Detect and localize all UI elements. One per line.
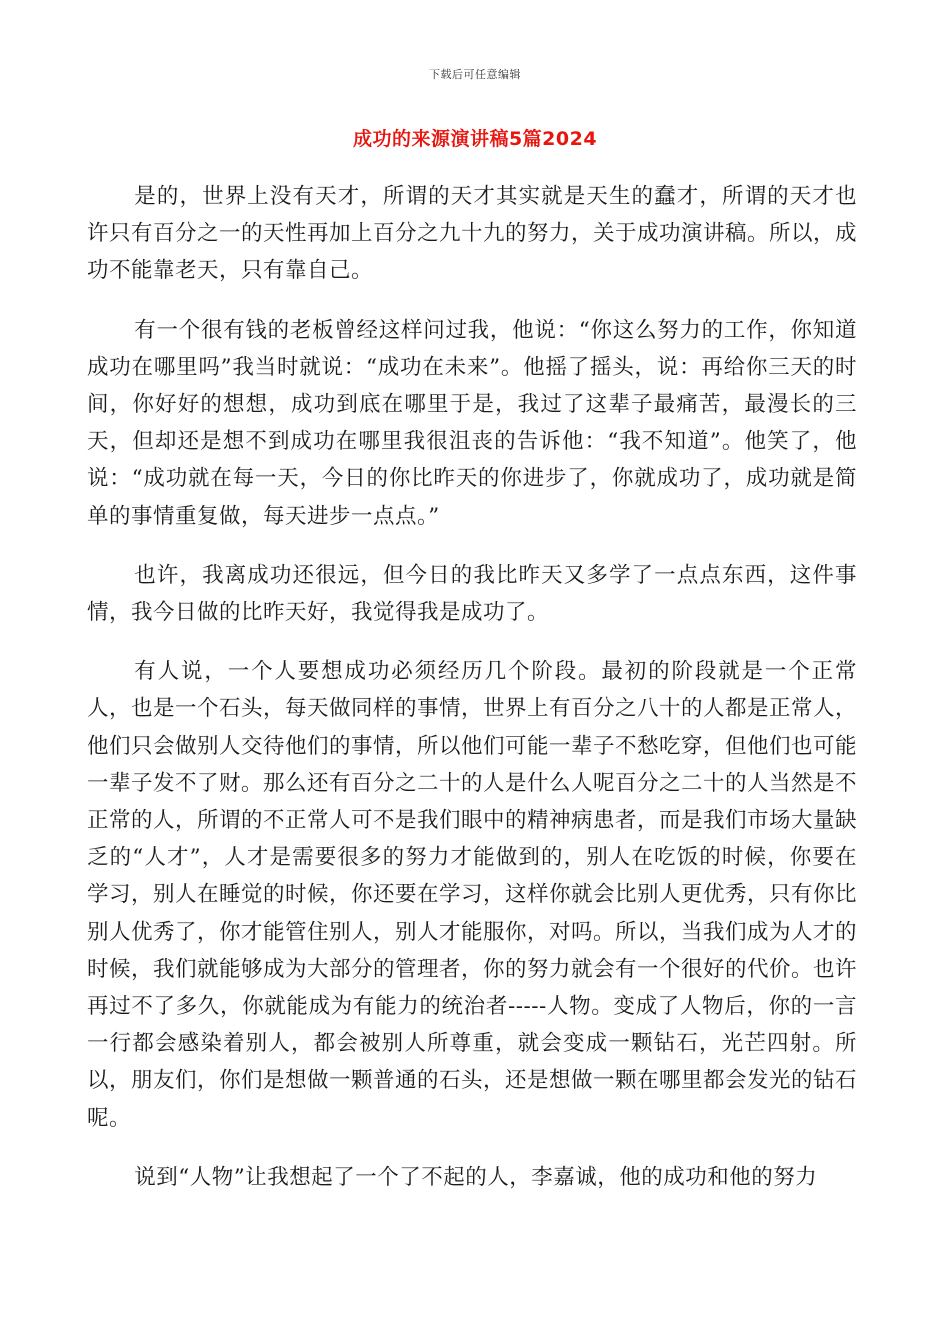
paragraph: 是的，世界上没有天才，所谓的天才其实就是天生的蠢才，所谓的天才也许只有百分之一的天性再加上百分之九十九的努力，关于成功演讲稿。所以，成功不能靠老天，只有靠自己。: [87, 184, 858, 284]
paragraph: 有人说，一个人要想成功必须经历几个阶段。最初的阶段就是一个正常人，也是一个石头，每天做同样的事情，世界上有百分之八十的人都是正常人，他们只会做别人交待他们的事情，所以他们可能一辈子不愁吃穿，但他们也可能一辈子发不了财。那么还有百分之二十的人是什么人呢百分之二十的人当然是不正常的人，所谓的不正常人可不是我们眼中的精神病患者，而是我们市场大量缺乏的“人才”，人才是需要很多的努力才能做到的，别人在吃饭的时候，你要在学习，别人在睡觉的时候，你还要在学习，这样你就会比别人更优秀，只有你比别人优秀了，你才能管住别人，别人才能服你，对吗。所以，当我们成为人才的时候，我们就能够成为大部分的管理者，你的努力就会有一个很好的代价。也许再过不了多久，你就能成为有能力的统治者-----人物。变成了人物后，你的一言一行都会感染着别人，都会被别人所尊重，就会变成一颗钻石，光芒四射。所以，朋友们，你们是想做一颗普通的石头，还是想做一颗在哪里都会发光的钻石呢。: [87, 659, 858, 1131]
paragraph: 有一个很有钱的老板曾经这样问过我，他说：“你这么努力的工作，你知道成功在哪里吗”我当时就说：“成功在未来”。他摇了摇头，说：再给你三天的时间，你好好的想想，成功到底在哪里于是，我过了这辈子最痛苦，最漫长的三天，但却还是想不到成功在哪里我很沮丧的告诉他：“我不知道”。他笑了，他说：“成功就在每一天，今日的你比昨天的你进步了，你就成功了，成功就是简单的事情重复做，每天进步一点点。”: [87, 317, 857, 529]
document-title: 成功的来源演讲稿5篇2024: [352, 128, 598, 150]
document-body: [87, 178, 857, 1218]
paragraph: 说到“人物”让我想起了一个了不起的人，李嘉诚，他的成功和他的努力: [134, 1164, 818, 1190]
header-note: 下载后可任意编辑: [429, 68, 521, 81]
paragraph: 也许，我离成功还很远，但今日的我比昨天又多学了一点点东西，这件事情，我今日做的比昨天好，我觉得我是成功了。: [87, 562, 857, 626]
